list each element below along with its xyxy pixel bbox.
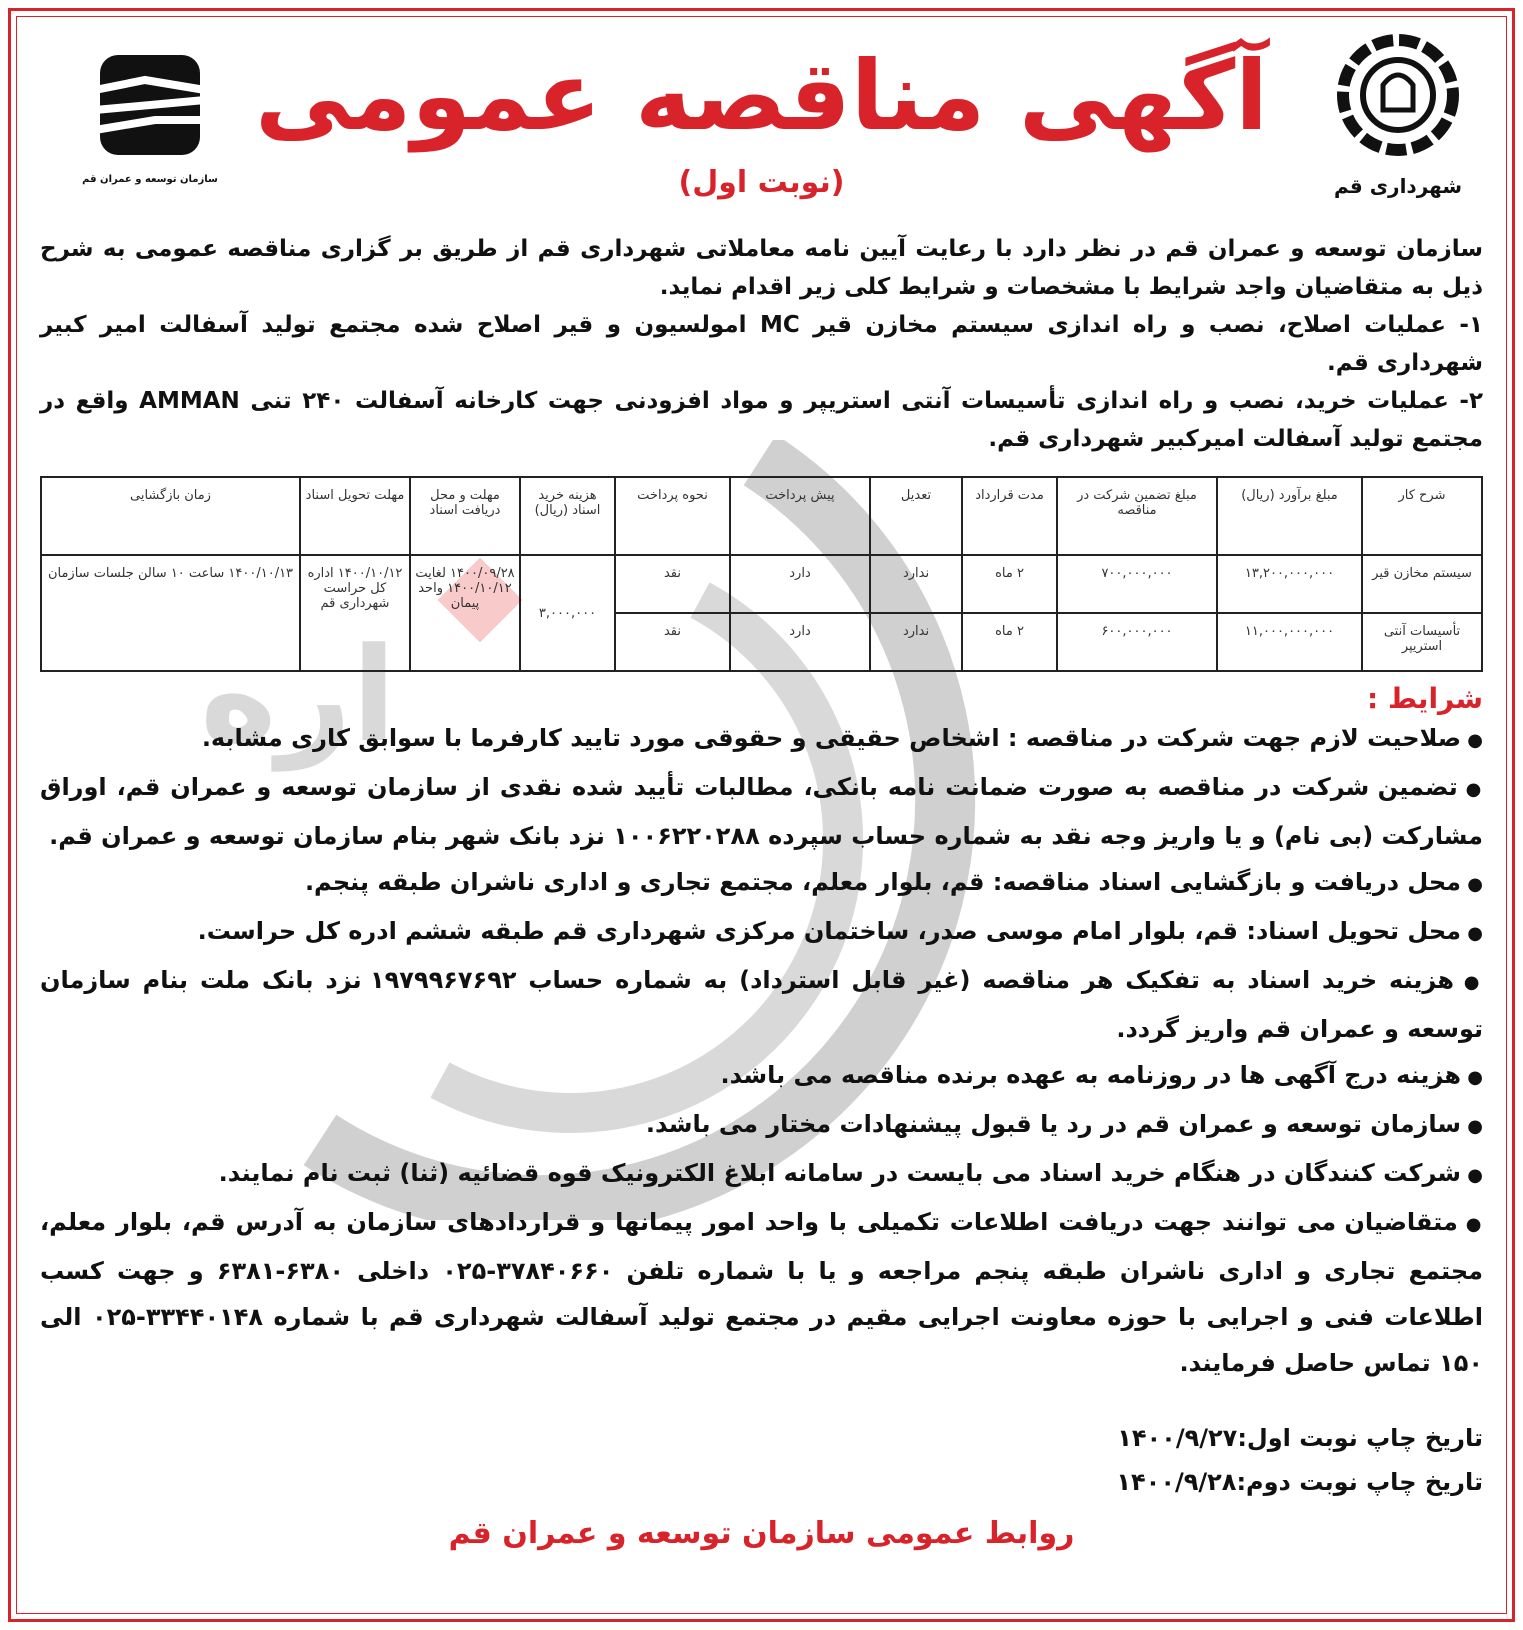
- col-header: مبلغ تضمین شرکت در مناقصه: [1057, 477, 1217, 555]
- col-header: مهلت تحویل اسناد: [300, 477, 410, 555]
- condition-item: ● صلاحیت لازم جهت شرکت در مناقصه : اشخاص حقیقی و حقوقی مورد تایید کارفرما با سوابق کاری مشابه.: [40, 715, 1483, 764]
- col-header: شرح کار: [1362, 477, 1482, 555]
- condition-item: ● هزینه درج آگهی ها در روزنامه به عهده برنده مناقصه می باشد.: [40, 1052, 1483, 1101]
- tender-item-1: ۱- عملیات اصلاح، نصب و راه اندازی سیستم مخازن قیر MC امولسیون و قیر اصلاح شده مجتمع تولید آسفالت امیر کبیر شهرداری قم.: [40, 312, 1483, 376]
- svg-text:اره: اره: [200, 619, 397, 771]
- print-dates: [40, 1416, 1483, 1504]
- cell-prepay: دارد: [730, 555, 870, 613]
- col-header: زمان بازگشایی: [41, 477, 300, 555]
- tender-table: [40, 476, 1483, 672]
- condition-item: ● شرکت کنندگان در هنگام خرید اسناد می بایست در سامانه ابلاغ الکترونیک قوه قضائیه (ثنا) ثبت نام نمایند.: [40, 1150, 1483, 1199]
- municipality-logo-icon: [1323, 30, 1473, 180]
- first-print-date: تاریخ چاپ نوبت اول:۱۴۰۰/۹/۲۷: [1117, 1424, 1483, 1452]
- cell-receive: ۱۴۰۰/۰۹/۲۸ لغایت ۱۴۰۰/۱۰/۱۲ واحد پیمان: [410, 555, 520, 671]
- development-org-logo: سازمان توسعه و عمران قم: [70, 40, 230, 220]
- col-header: نحوه پرداخت: [615, 477, 730, 555]
- cell-deliver: ۱۴۰۰/۱۰/۱۲ اداره کل حراست شهرداری قم: [300, 555, 410, 671]
- header: [40, 20, 1483, 230]
- cell-desc: سیستم مخازن قیر: [1362, 555, 1482, 613]
- cell-payment: نقد: [615, 613, 730, 671]
- col-header: تعدیل: [870, 477, 962, 555]
- cell-prepay: دارد: [730, 613, 870, 671]
- cell-doc-cost: ۳,۰۰۰,۰۰۰: [520, 555, 615, 671]
- page-title: آگهی مناقصه عمومی: [254, 40, 1269, 152]
- col-header: مبلغ برآورد (ریال): [1217, 477, 1362, 555]
- qom-municipality-logo: شهرداری قم: [1323, 30, 1473, 220]
- page-subtitle: (نوبت اول): [678, 165, 845, 200]
- cell-estimate: ۱۳,۲۰۰,۰۰۰,۰۰۰: [1217, 555, 1362, 613]
- col-header: مدت قرارداد: [962, 477, 1057, 555]
- cell-adjust: ندارد: [870, 613, 962, 671]
- cell-duration: ۲ ماه: [962, 555, 1057, 613]
- condition-item: ● تضمین شرکت در مناقصه به صورت ضمانت نامه بانکی، مطالبات تأیید شده نقدی از سازمان توسعه و عمران قم، اوراق مشارکت (بی نام) و یا واریز وجه نقد به شماره حساب سپرده ۱۰۰۶۲۲۰۲۸۸ نزد بانک شهر بنام سازمان توسعه و عمران قم.: [40, 764, 1483, 859]
- cell-opening: ۱۴۰۰/۱۰/۱۳ ساعت ۱۰ سالن جلسات سازمان: [41, 555, 300, 671]
- condition-item: ● هزینه خرید اسناد به تفکیک هر مناقصه (غیر قابل استرداد) به شماره حساب ۱۹۷۹۹۶۷۶۹۲ نزد بانک ملت بنام سازمان توسعه و عمران قم واریز گردد.: [40, 957, 1483, 1052]
- second-print-date: تاریخ چاپ نوبت دوم:۱۴۰۰/۹/۲۸: [1116, 1468, 1483, 1496]
- cell-adjust: ندارد: [870, 555, 962, 613]
- table-row: [41, 555, 1482, 613]
- footer-signature: روابط عمومی سازمان توسعه و عمران قم: [448, 1516, 1075, 1551]
- cell-payment: نقد: [615, 555, 730, 613]
- cell-guarantee: ۶۰۰,۰۰۰,۰۰۰: [1057, 613, 1217, 671]
- condition-item: ● متقاضیان می توانند جهت دریافت اطلاعات تکمیلی با واحد امور پیمانها و قراردادهای سازمان به آدرس قم، بلوار معلم، مجتمع تجاری و اداری ناشران طبقه پنجم مراجعه و یا با شماره تلفن ۳۷۸۴۰۶۶۰-۰۲۵ داخلی ۶۳۸۰-۶۳۸۱ و جهت کسب اطلاعات فنی و اجرایی با حوزه معاونت اجرایی مقیم در مجتمع تولید آسفالت شهرداری قم با شماره ۳۳۴۴۰۱۴۸-۰۲۵ الی ۱۵۰ تماس حاصل فرمایند.: [40, 1199, 1483, 1386]
- cell-duration: ۲ ماه: [962, 613, 1057, 671]
- cell-guarantee: ۷۰۰,۰۰۰,۰۰۰: [1057, 555, 1217, 613]
- intro-paragraph: سازمان توسعه و عمران قم در نظر دارد با رعایت آیین نامه معاملاتی شهرداری قم از طریق بر گزاری مناقصه عمومی به شرح ذیل به متقاضیان واجد شرایط با مشخصات و شرایط کلی زیر اقدام نماید.: [40, 236, 1483, 300]
- condition-item: ● محل تحویل اسناد: قم، بلوار امام موسی صدر، ساختمان مرکزی شهرداری قم طبقه ششم ادره کل حراست.: [40, 908, 1483, 957]
- table-header-row: [41, 477, 1482, 555]
- tender-item-2: ۲- عملیات خرید، نصب و راه اندازی تأسیسات آنتی استریپر و مواد افزودنی جهت کارخانه آسفالت ۲۴۰ تنی AMMAN واقع در مجتمع تولید آسفالت امیرکبیر شهرداری قم.: [40, 388, 1484, 452]
- col-header: هزینه خرید اسناد (ریال): [520, 477, 615, 555]
- conditions-title: شرایط :: [1367, 682, 1483, 715]
- col-header: مهلت و محل دریافت اسناد: [410, 477, 520, 555]
- condition-item: ● محل دریافت و بازگشایی اسناد مناقصه: قم، بلوار معلم، مجتمع تجاری و اداری ناشران طبقه پنجم.: [40, 859, 1483, 908]
- col-header: پیش پرداخت: [730, 477, 870, 555]
- conditions-list: [40, 715, 1483, 1386]
- cell-estimate: ۱۱,۰۰۰,۰۰۰,۰۰۰: [1217, 613, 1362, 671]
- cell-desc: تأسیسات آنتی استریپر: [1362, 613, 1482, 671]
- condition-item: ● سازمان توسعه و عمران قم در رد یا قبول پیشنهادات مختار می باشد.: [40, 1101, 1483, 1150]
